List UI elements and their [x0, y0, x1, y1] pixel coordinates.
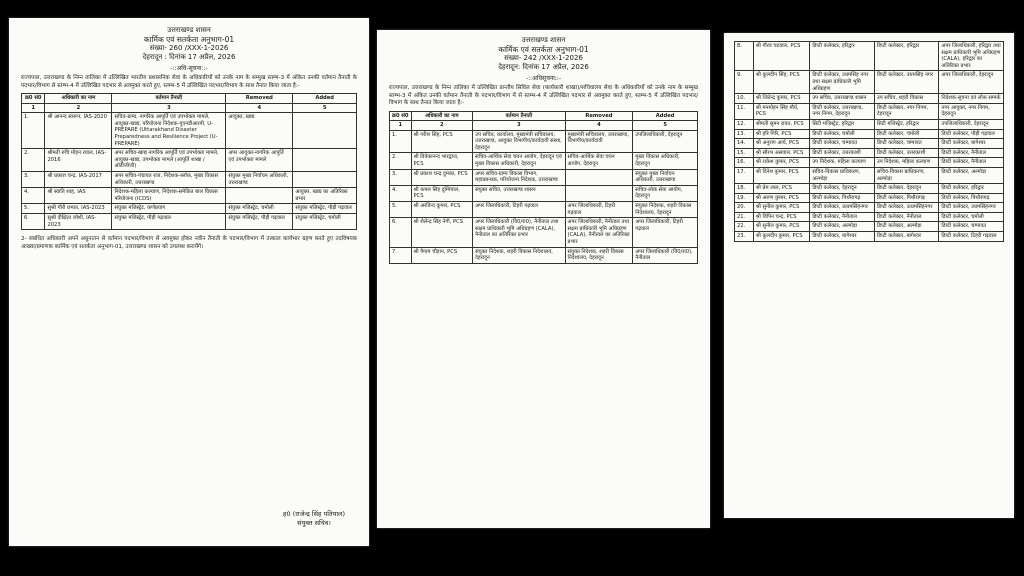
- table-cell: डिप्टी कलेक्टर, नैनीताल: [810, 212, 875, 222]
- page2-header: [377, 36, 710, 72]
- table-cell: श्री राकेश कुमार, PCS: [753, 158, 809, 168]
- document-page-2: [377, 30, 710, 528]
- table-cell: डिप्टी कलेक्टर, ऊधमसिंहनगर: [810, 203, 875, 213]
- table-row: [390, 153, 698, 169]
- table-cell: [565, 185, 633, 201]
- table-cell: डिप्टी कलेक्टर, चम्पावत: [939, 222, 1004, 232]
- table-cell: डिप्टी कलेक्टर, अल्मोड़ा: [810, 222, 875, 232]
- table-cell: सुश्री दीक्षिता जोशी, IAS-2023: [45, 213, 112, 229]
- table-cell: श्री विपिन चन्द्र, PCS: [753, 212, 809, 222]
- table-cell: डिप्टी कलेक्टर, अल्मोड़ा: [939, 167, 1004, 183]
- table-cell: 21.: [735, 212, 754, 222]
- table-cell: संयुक्त निदेशक, शहरी विकास निदेशालय, देहरादून: [633, 202, 698, 218]
- table-row: [735, 71, 1004, 94]
- table-cell: 1.: [22, 113, 45, 149]
- table-cell: श्री दिनेश कुमार, PCS: [753, 167, 809, 183]
- table-cell: [226, 188, 293, 204]
- table-cell: 6.: [22, 213, 45, 229]
- table-cell: अपर सचिव-पंचायत राज, निदेशक-ब्लॉक, मुख्य विकास अधिकारी, उत्तराखण्ड: [112, 171, 226, 187]
- table-cell: मुख्य विकास अधिकारी, देहरादून: [633, 153, 698, 169]
- table-cell: संयुक्त मजिस्ट्रेट, चमोली: [226, 204, 293, 214]
- transfer-table-continued: [734, 41, 1004, 242]
- column-number: 3: [112, 103, 226, 113]
- transfer-table: [389, 111, 698, 264]
- table-cell: उप सचिव, उत्तराखण्ड शासन: [810, 94, 875, 104]
- table-row: [735, 193, 1004, 203]
- table-cell: सिटी मजिस्ट्रेट, हरिद्वार: [810, 119, 875, 129]
- table-cell: 8.: [735, 42, 754, 71]
- table-cell: अपर सचिव-ग्राम्य विकास विभाग, महाप्रबन्धक, परियोजना निदेशक, उत्तराखण्ड: [473, 169, 565, 185]
- column-number: 2: [45, 103, 112, 113]
- table-cell: आयुक्त, खाद्य: [226, 113, 293, 149]
- table-cell: उपजिलाधिकारी, देहरादून: [633, 130, 698, 153]
- signatory-title: संयुक्त सचिव।: [297, 519, 331, 527]
- table-cell: श्री स्वाति शाह, IAS: [45, 188, 112, 204]
- table-row: [22, 171, 357, 187]
- table-cell: संयुक्त मुख्य निर्वाचन अधिकारी, उत्तराखण्ड: [633, 169, 698, 185]
- table-cell: डिप्टी कलेक्टर, बागेश्वर: [810, 232, 875, 242]
- table-cell: [293, 149, 357, 172]
- table-cell: डिप्टी कलेक्टर, अल्मोड़ा: [874, 222, 939, 232]
- table-cell: डिप्टी कलेक्टर, देहरादून: [874, 184, 939, 194]
- table-cell: 3.: [22, 171, 45, 187]
- table-cell: [293, 113, 357, 149]
- column-header: अधिकारी का नाम: [411, 111, 473, 121]
- table-cell: डिप्टी कलेक्टर, टिहरी गढ़वाल: [939, 232, 1004, 242]
- column-number: 1: [22, 103, 45, 113]
- table-row: [735, 94, 1004, 104]
- column-number: 4: [226, 103, 293, 113]
- table-cell: श्री प्रकाश चन्द्र, IAS-2017: [45, 171, 112, 187]
- table-cell: 1.: [390, 130, 412, 153]
- table-cell: 5.: [390, 202, 412, 218]
- column-header: Added: [293, 94, 357, 104]
- table-cell: 13.: [735, 129, 754, 139]
- table-cell: 12.: [735, 119, 754, 129]
- table-cell: [565, 169, 633, 185]
- column-number: 4: [565, 121, 633, 131]
- table-cell: श्री सुनील कुमार, PCS: [753, 222, 809, 232]
- column-header: वर्तमान तैनाती: [112, 94, 226, 104]
- table-cell: 20.: [735, 203, 754, 213]
- table-cell: डिप्टी कलेक्टर, उधमसिंहनगर: [939, 203, 1004, 213]
- order-date: देहरादून : दिनांक 17 अप्रैल, 2026: [142, 53, 236, 61]
- table-row: [390, 202, 698, 218]
- table-cell: 16.: [735, 158, 754, 168]
- column-header: अधिकारी का नाम: [45, 94, 112, 104]
- table-cell: निदेशक-महिला कल्याण, निदेशक-समेकित बाल विकास परियोजना (ICDS): [112, 188, 226, 204]
- table-cell: डिप्टी कलेक्टर, नगर निगम, देहरादून: [874, 103, 939, 119]
- table-cell: श्री अनुराग आर्य, PCS: [753, 139, 809, 149]
- table-cell: 4.: [22, 188, 45, 204]
- table-cell: डिप्टी कलेक्टर, नैनीताल: [939, 148, 1004, 158]
- page1-header: [9, 26, 369, 62]
- table-cell: श्री जितेन्द्र कुमार, PCS: [753, 94, 809, 104]
- table-row: [390, 130, 698, 153]
- table-row: [735, 129, 1004, 139]
- table-cell: 18.: [735, 184, 754, 194]
- table-row: [22, 188, 357, 204]
- table-cell: श्री सुनील कुमार, PCS: [753, 203, 809, 213]
- table-cell: 17.: [735, 167, 754, 183]
- transfer-table: [21, 93, 357, 230]
- table-row: [22, 204, 357, 214]
- column-header: क्र0 सं0: [390, 111, 412, 121]
- table-row: [735, 232, 1004, 242]
- order-date: देहरादून: दिनांक 17 अप्रैल, 2026: [498, 63, 589, 71]
- table-cell: सुश्री गौरी प्रभात, IAS-2023: [45, 204, 112, 214]
- table-cell: [293, 171, 357, 187]
- table-cell: संयुक्त मजिस्ट्रेट, पौड़ी गढ़वाल: [226, 213, 293, 229]
- table-cell: डिप्टी कलेक्टर, हरिद्वार: [810, 42, 875, 71]
- table-cell: डिप्टी कलेक्टर, हरिद्वार: [874, 42, 939, 71]
- table-cell: 10.: [735, 94, 754, 104]
- table-row: [735, 167, 1004, 183]
- table-row: [735, 148, 1004, 158]
- table-cell: संयुक्त मजिस्ट्रेट, पौड़ी गढ़वाल: [293, 204, 357, 214]
- table-cell: संयुक्त निदेशक, शहरी विकास निदेशालय, देहरादून: [473, 247, 565, 263]
- column-number-row: [390, 121, 698, 131]
- table-row: [390, 247, 698, 263]
- table-cell: अपर जिलाधिकारी, नैनीताल तथा सक्षम प्राधिकारी भूमि अधिग्रहण (CALA), नैनीताल का अतिरिक्त प्रभार: [565, 218, 633, 247]
- table-cell: डिप्टी कलेक्टर, चमोली: [810, 129, 875, 139]
- table-cell: 2.: [22, 149, 45, 172]
- intro-paragraph: राज्यपाल, उत्तराखण्ड के निम्न तालिका में उल्लिखित भारतीय प्रशासनिक सेवा के अधिकारियों को उनके नाम के सम्मुख स्तम्भ-3 में अंकित उनकी वर्तमान तैनाती के पदभार/विभाग से स्तम्भ-4 में उल्लिखित पदभार से अवमुक्त करते हुए, स्तम्भ-5 में उल्लिखित पदभार/विभाग के साथ तैनात किया जाता है:-: [21, 75, 357, 89]
- table-cell: अपर जिलाधिकारी, टिहरी गढ़वाल: [633, 218, 698, 247]
- table-cell: सचिव-विकास प्राधिकरण, अल्मोड़ा: [810, 167, 875, 183]
- intro-paragraph: राज्यपाल, उत्तराखण्ड के निम्न तालिका में उल्लिखित प्रान्तीय सिविल सेवा (कार्यकारी शाखा)/सचिवालय सेवा के अधिकारियों को उनके नाम के सम्मुख स्तम्भ-3 में अंकित उनकी वर्तमान तैनाती के पदभार/विभाग में से स्तम्भ-4 में उल्लिखित पदभार से अवमुक्त करते हुए, स्तम्भ-5 में उल्लिखित पदभार/विभाग के साथ तैनात किया जाता है:-: [389, 85, 698, 106]
- table-cell: डिप्टी कलेक्टर, हरिद्वार: [939, 184, 1004, 194]
- closing-paragraph: 2- संबंधित अधिकारी अपने अधुनातन से वर्तमान पदभार/विभाग से अवमुक्त होकर नवीन तैनाती के पदभार/विभाग में तत्काल कार्यभार ग्रहण करते हुए तदविषयक आख्या/प्रमाणक कार्मिक एवं सतर्कता अनुभाग-01, उत्तराखण्ड शासन को उपलब्ध करायेंगे।: [21, 236, 357, 250]
- table-cell: सिटी मजिस्ट्रेट, हरिद्वार: [874, 119, 939, 129]
- table-cell: निदेशक-सूचना एवं लोक सम्पर्क: [939, 94, 1004, 104]
- table-cell: श्री मनमोहन सिंह मौर्य, PCS: [753, 103, 809, 119]
- column-number: 1: [390, 121, 412, 131]
- column-number-row: [22, 103, 357, 113]
- table-cell: डिप्टी कलेक्टर, उत्तरकाशी: [874, 148, 939, 158]
- table-cell: डिप्टी कलेक्टर, नैनीताल: [939, 158, 1004, 168]
- table-cell: श्री आनन्द स्वरूप, IAS-2020: [45, 113, 112, 149]
- table-cell: डिप्टी कलेक्टर, ऊधमसिंहनगर: [874, 203, 939, 213]
- department-name: कार्मिक एवं सतर्कता अनुभाग-01: [143, 35, 235, 44]
- column-number: 5: [633, 121, 698, 131]
- table-cell: डिप्टी कलेक्टर, पौड़ी गढ़वाल: [939, 129, 1004, 139]
- table-cell: डिप्टी कलेक्टर, चम्पावत: [810, 139, 875, 149]
- signatory-name: ह0 (राजेन्द्र सिंह पतियाल): [283, 510, 345, 518]
- table-cell: डिप्टी कलेक्टर, उधमसिंह नगर तथा सक्षम प्राधिकारी भूमि अधिग्रहण: [810, 71, 875, 94]
- table-cell: श्रीमती रुचि मोहन रयाल, IAS-2016: [45, 149, 112, 172]
- table-header-row: [22, 94, 357, 104]
- table-row: [735, 42, 1004, 71]
- table-cell: 11.: [735, 103, 754, 119]
- table-header-row: [390, 111, 698, 121]
- table-cell: अपर जिलाधिकारी, देहरादून: [939, 71, 1004, 94]
- column-header: वर्तमान तैनाती: [473, 111, 565, 121]
- table-cell: सचिव-ग्राम्य, नागरिक आपूर्ति एवं उपभोक्ता मामले, आयुक्त-खाद्य, परियोजना निदेशक-यूएनडीआरपी, U-PREPARE (Uttarakhand Disaster Preparedness and Resilience Project (U-PREPARE): [112, 113, 226, 149]
- column-number: 3: [473, 121, 565, 131]
- column-header: Removed: [226, 94, 293, 104]
- govt-name: उत्तराखण्ड शासन: [167, 26, 211, 34]
- table-cell: आयुक्त, खाद्य का अतिरिक्त प्रभार: [293, 188, 357, 204]
- table-cell: श्री प्रेम लाल, PCS: [753, 184, 809, 194]
- table-cell: उप निदेशक, महिला कल्याण: [810, 158, 875, 168]
- table-cell: 22.: [735, 222, 754, 232]
- table-row: [735, 203, 1004, 213]
- table-cell: डिप्टी कलेक्टर, चम्पावत: [874, 139, 939, 149]
- table-cell: संयुक्त मजिस्ट्रेट, कर्णप्रयाग: [112, 204, 226, 214]
- table-cell: अपर जिलाधिकारी, टिहरी गढ़वाल: [473, 202, 565, 218]
- table-cell: डिप्टी कलेक्टर, नैनीताल: [874, 212, 939, 222]
- table-cell: श्री कुलदीप सिंह, PCS: [753, 71, 809, 94]
- table-cell: नगर आयुक्त, नगर निगम, देहरादून: [939, 103, 1004, 119]
- subject: -::अधि-सूचना::-: [170, 65, 208, 72]
- table-cell: श्रीमती सुमन रावत, PCS: [753, 119, 809, 129]
- table-cell: अपर आयुक्त-नागरिक आपूर्ति एवं उपभोक्ता मामले: [226, 149, 293, 172]
- table-cell: श्री पैगाम चौहान, PCS: [411, 247, 473, 263]
- table-cell: संयुक्त मजिस्ट्रेट, चमोली: [293, 213, 357, 229]
- table-cell: उप सचिव, कार्यालय, मुख्यमंत्री सचिवालय, उत्तराखण्ड, आयुक्त विभागीय/कार्यदायी संस्था, देहरादून: [473, 130, 565, 153]
- table-cell: संयुक्त सचिव, उत्तराखण्ड शासन: [473, 185, 565, 201]
- govt-name: उत्तराखण्ड शासन: [521, 36, 566, 44]
- table-row: [735, 158, 1004, 168]
- table-cell: डिप्टी कलेक्टर, उधमसिंह नगर: [874, 71, 939, 94]
- table-cell: 6.: [390, 218, 412, 247]
- table-cell: अपर जिलाधिकारी (वि0/रा0), नैनीताल: [633, 247, 698, 263]
- table-row: [22, 213, 357, 229]
- table-row: [735, 212, 1004, 222]
- table-cell: श्री अरुण कुमार, PCS: [753, 193, 809, 203]
- document-page-3: [724, 33, 1014, 518]
- column-header: Added: [633, 111, 698, 121]
- column-number: 2: [411, 121, 473, 131]
- table-cell: 3.: [390, 169, 412, 185]
- table-cell: श्री हरि गिरि, PCS: [753, 129, 809, 139]
- table-cell: संयुक्त मजिस्ट्रेट, पौड़ी गढ़वाल: [112, 213, 226, 229]
- table-cell: श्री विवेकानन्द भारद्वाज, PCS: [411, 153, 473, 169]
- table-cell: अपर जिलाधिकारी, हरिद्वार तथा सक्षम प्राधिकारी भूमि अधिग्रहण (CALA), हरिद्वार का अतिरिक्त प्रभार: [939, 42, 1004, 71]
- table-cell: अपर जिलाधिकारी, टिहरी गढ़वाल: [565, 202, 633, 218]
- table-cell: डिप्टी कलेक्टर, पिथौरागढ़: [874, 193, 939, 203]
- table-row: [735, 103, 1004, 119]
- table-cell: डिप्टी कलेक्टर, बागेश्वर: [939, 139, 1004, 149]
- table-row: [390, 185, 698, 201]
- table-row: [735, 184, 1004, 194]
- table-cell: डिप्टी कलेक्टर, बागेश्वर: [874, 232, 939, 242]
- table-cell: डिप्टी कलेक्टर, देहरादून: [810, 184, 875, 194]
- table-cell: डिप्टी कलेक्टर, चमोली: [874, 129, 939, 139]
- table-cell: 19.: [735, 193, 754, 203]
- table-cell: मुख्यमंत्री सचिवालय, उत्तराखण्ड, विभागीय/कार्यदायी: [565, 130, 633, 153]
- column-number: 5: [293, 103, 357, 113]
- column-header: Removed: [565, 111, 633, 121]
- table-cell: उप निदेशक, महिला कल्याण: [874, 158, 939, 168]
- table-cell: उपजिलाधिकारी, देहरादून: [939, 119, 1004, 129]
- table-cell: श्री सौरभ असवाल, PCS: [753, 148, 809, 158]
- table-cell: 15.: [735, 148, 754, 158]
- table-row: [22, 113, 357, 149]
- table-cell: डिप्टी कलेक्टर, पिथौरागढ़: [810, 193, 875, 203]
- table-cell: श्री कुलदीप कुमार, PCS: [753, 232, 809, 242]
- table-row: [735, 139, 1004, 149]
- table-cell: श्री प्रकाश चन्द्र दुमका, PCS: [411, 169, 473, 185]
- table-cell: 9.: [735, 71, 754, 94]
- table-cell: सचिव-लोक सेवा आयोग, देहरादून: [633, 185, 698, 201]
- table-cell: अपर जिलाधिकारी (वि0/रा0), नैनीताल तथा सक्षम प्राधिकारी भूमि अधिग्रहण (CALA), नैनीताल का अतिरिक्त प्रभार: [473, 218, 565, 247]
- table-row: [390, 218, 698, 247]
- signature-block: [283, 510, 345, 528]
- table-cell: 5.: [22, 204, 45, 214]
- table-cell: श्री गौरव चटवाल, PCS: [753, 42, 809, 71]
- table-row: [22, 149, 357, 172]
- table-cell: डिप्टी कलेक्टर, चमोली: [939, 212, 1004, 222]
- table-cell: उप सचिव, शहरी विकास: [874, 94, 939, 104]
- table-cell: संयुक्त मुख्य निर्वाचन अधिकारी, उत्तराखण्ड: [226, 171, 293, 187]
- table-cell: 14.: [735, 139, 754, 149]
- order-number: संख्या- 242 /XXX-1-2026: [504, 54, 583, 62]
- order-number: संख्या- 260 /XXX-1-2026: [149, 44, 229, 52]
- table-cell: सचिव-आर्थिक सेवा चयन आयोग, देहरादून: [565, 153, 633, 169]
- column-header: क्र0 सं0: [22, 94, 45, 104]
- table-cell: 7.: [390, 247, 412, 263]
- table-cell: सचिव-विकास प्राधिकरण, अल्मोड़ा: [874, 167, 939, 183]
- table-cell: 23.: [735, 232, 754, 242]
- table-cell: श्री अरविन्द कुमार, PCS: [411, 202, 473, 218]
- subject: -::अधिसूचना::-: [526, 75, 561, 82]
- table-cell: डिप्टी कलेक्टर, पिथौरागढ़: [939, 193, 1004, 203]
- table-cell: श्री शैलेन्द्र सिंह नेगी, PCS: [411, 218, 473, 247]
- table-cell: 4.: [390, 185, 412, 201]
- table-row: [735, 119, 1004, 129]
- table-cell: श्री गरीश सिंह, PCS: [411, 130, 473, 153]
- table-cell: डिप्टी कलेक्टर, उत्तराखण्ड, नगर निगम, देहरादून: [810, 103, 875, 119]
- table-row: [735, 222, 1004, 232]
- table-cell: संयुक्त निदेशक, शहरी विकास निदेशालय, देहरादून: [565, 247, 633, 263]
- department-name: कार्मिक एवं सतर्कता अनुभाग-01: [498, 45, 589, 54]
- table-cell: अपर सचिव-खाद्य नागरिक आपूर्ति एवं उपभोक्ता मामले, आयुक्त-खाद्य, उपभोक्ता मामले (आपूर्ति शाखा / ऑडीजीजी): [112, 149, 226, 172]
- table-cell: 2.: [390, 153, 412, 169]
- document-page-1: [9, 18, 369, 546]
- table-cell: डिप्टी कलेक्टर, उत्तरकाशी: [810, 148, 875, 158]
- table-cell: श्री कमल सिंह दुम्पियाल, PCS: [411, 185, 473, 201]
- table-row: [390, 169, 698, 185]
- table-cell: सचिव-आर्थिक सेवा चयन आयोग, देहरादून एवं मुख्य विकास अधिकारी, देहरादून: [473, 153, 565, 169]
